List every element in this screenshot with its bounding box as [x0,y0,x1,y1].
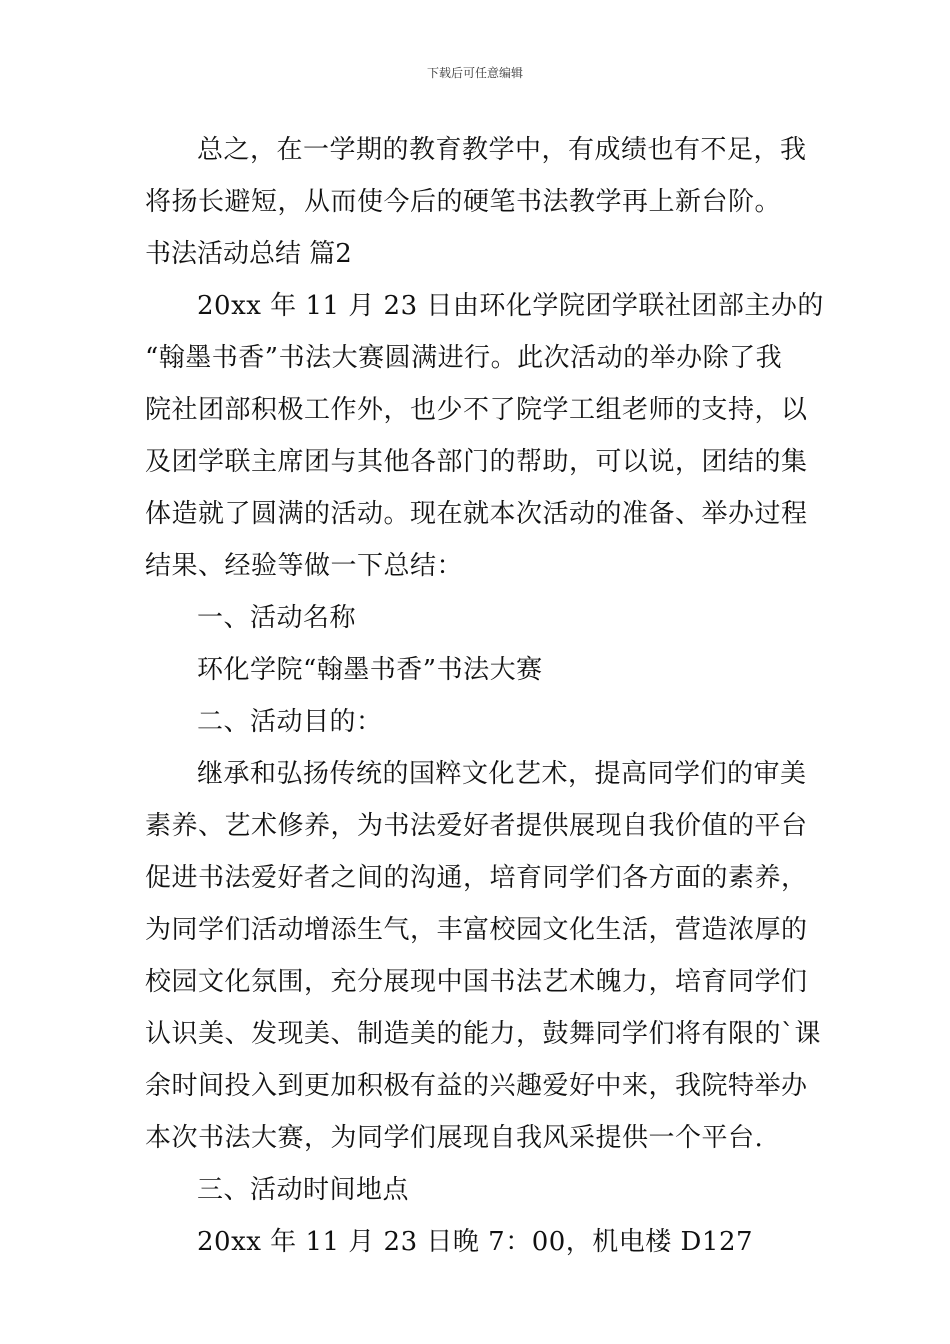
paragraph-line: 校园文化氛围，充分展现中国书法艺术魄力，培育同学们 [145,967,808,997]
paragraph-line: 院社团部积极工作外，也少不了院学工组老师的支持，以 [145,395,808,425]
paragraph-line: 将扬长避短，从而使今后的硬笔书法教学再上新台阶。 [145,187,782,217]
activity-name-value: 环化学院“翰墨书香”书法大赛 [197,655,543,685]
document-body [145,124,824,1268]
subheading-time-location: 三、活动时间地点 [197,1175,410,1205]
subheading-activity-purpose: 二、活动目的： [197,707,383,737]
paragraph-line: 继承和弘扬传统的国粹文化艺术，提高同学们的审美 [197,759,807,789]
paragraph-line: 及团学联主席团与其他各部门的帮助，可以说，团结的集 [145,447,808,477]
paragraph-line: 20xx 年 11 月 23 日由环化学院团学联社团部主办的 [197,291,824,321]
page-header-note: 下载后可任意编辑 [426,66,523,80]
paragraph-line: 体造就了圆满的活动。现在就本次活动的准备、举办过程 [145,499,808,529]
paragraph-line: 总之，在一学期的教育教学中，有成绩也有不足，我 [197,135,807,165]
subheading-activity-name: 一、活动名称 [197,603,357,633]
paragraph-line: “翰墨书香”书法大赛圆满进行。此次活动的举办除了我 [145,343,783,373]
paragraph-line: 结果、经验等做一下总结： [145,551,464,581]
paragraph-line: 本次书法大赛，为同学们展现自我风采提供一个平台. [145,1123,764,1153]
paragraph-line: 认识美、发现美、制造美的能力，鼓舞同学们将有限的`课 [145,1019,822,1049]
section-title: 书法活动总结 篇2 [145,239,352,269]
paragraph-line: 促进书法爱好者之间的沟通，培育同学们各方面的素养， [145,863,808,893]
paragraph-line: 余时间投入到更加积极有益的兴趣爱好中来，我院特举办 [145,1071,808,1101]
time-location-value: 20xx 年 11 月 23 日晚 7：00，机电楼 D127 [197,1227,754,1257]
paragraph-line: 素养、艺术修养，为书法爱好者提供展现自我价值的平台 [145,811,808,841]
paragraph-line: 为同学们活动增添生气，丰富校园文化生活，营造浓厚的 [145,915,808,945]
